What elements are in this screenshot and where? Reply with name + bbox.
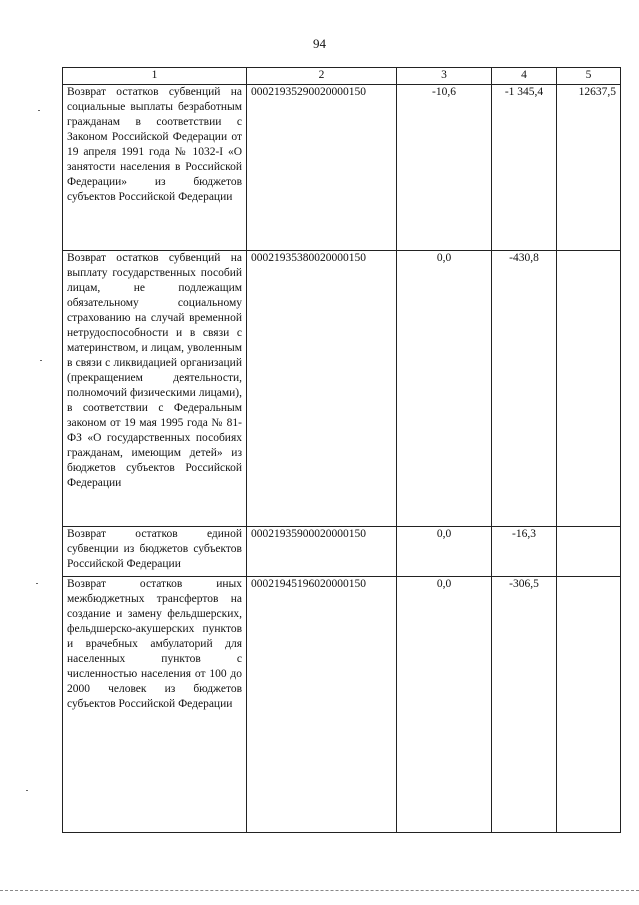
row-col4: -16,3 [492, 527, 557, 577]
page-number: 94 [313, 36, 326, 51]
row-code: 00021935380020000150 [247, 251, 397, 527]
column-header: 2 [247, 68, 397, 85]
column-header: 4 [492, 68, 557, 85]
scan-speck [40, 360, 42, 361]
row-description: Возврат остатков иных межбюджетных трансфертов на создание и замену фельдшерских, фельдшерско-акушерских пунктов и врачебных амбулаторий для населенных пунктов с численностью населения от 100 до 2000 человек из бюджетов субъектов Российской Федерации [63, 577, 247, 833]
row-description: Возврат остатков субвенций на социальные выплаты безработным гражданам в соответствии с Законом Российской Федерации от 19 апреля 1991 года № 1032-I «О занятости населения в Российской Федерации» из бюджетов субъектов Российской Федерации [63, 85, 247, 251]
row-code: 00021935900020000150 [247, 527, 397, 577]
row-description: Возврат остатков субвенций на выплату государственных пособий лицам, не подлежащим обязательному социальному страхованию на случай временной нетрудоспособности и в связи с материнством, и лицам, уволенным в связи с ликвидацией организаций (прекращением деятельности, полномочий физическими лицами), в соответствии с Федеральным законом от 19 мая 1995 года № 81-ФЗ «О государственных пособиях гражданам, имеющим детей» из бюджетов субъектов Российской Федерации [63, 251, 247, 527]
column-header: 5 [557, 68, 621, 85]
row-col4: -306,5 [492, 577, 557, 833]
row-col3: 0,0 [397, 251, 492, 527]
row-col3: 0,0 [397, 577, 492, 833]
table-row [63, 251, 621, 527]
row-col5 [557, 251, 621, 527]
table-row [63, 577, 621, 833]
scan-speck [26, 790, 28, 791]
row-col4: -1 345,4 [492, 85, 557, 251]
scan-speck [38, 110, 40, 111]
column-header: 1 [63, 68, 247, 85]
row-col3: -10,6 [397, 85, 492, 251]
row-code: 00021935290020000150 [247, 85, 397, 251]
column-header: 3 [397, 68, 492, 85]
budget-table [62, 67, 621, 833]
page-bottom-rule [0, 890, 639, 891]
row-description: Возврат остатков единой субвенции из бюджетов субъектов Российской Федерации [63, 527, 247, 577]
table-row [63, 85, 621, 251]
row-code: 00021945196020000150 [247, 577, 397, 833]
row-col4: -430,8 [492, 251, 557, 527]
row-col5 [557, 577, 621, 833]
scan-speck [36, 583, 38, 584]
table-row [63, 527, 621, 577]
row-col3: 0,0 [397, 527, 492, 577]
row-col5 [557, 527, 621, 577]
row-col5: 12637,5 [557, 85, 621, 251]
header-row [63, 68, 621, 85]
